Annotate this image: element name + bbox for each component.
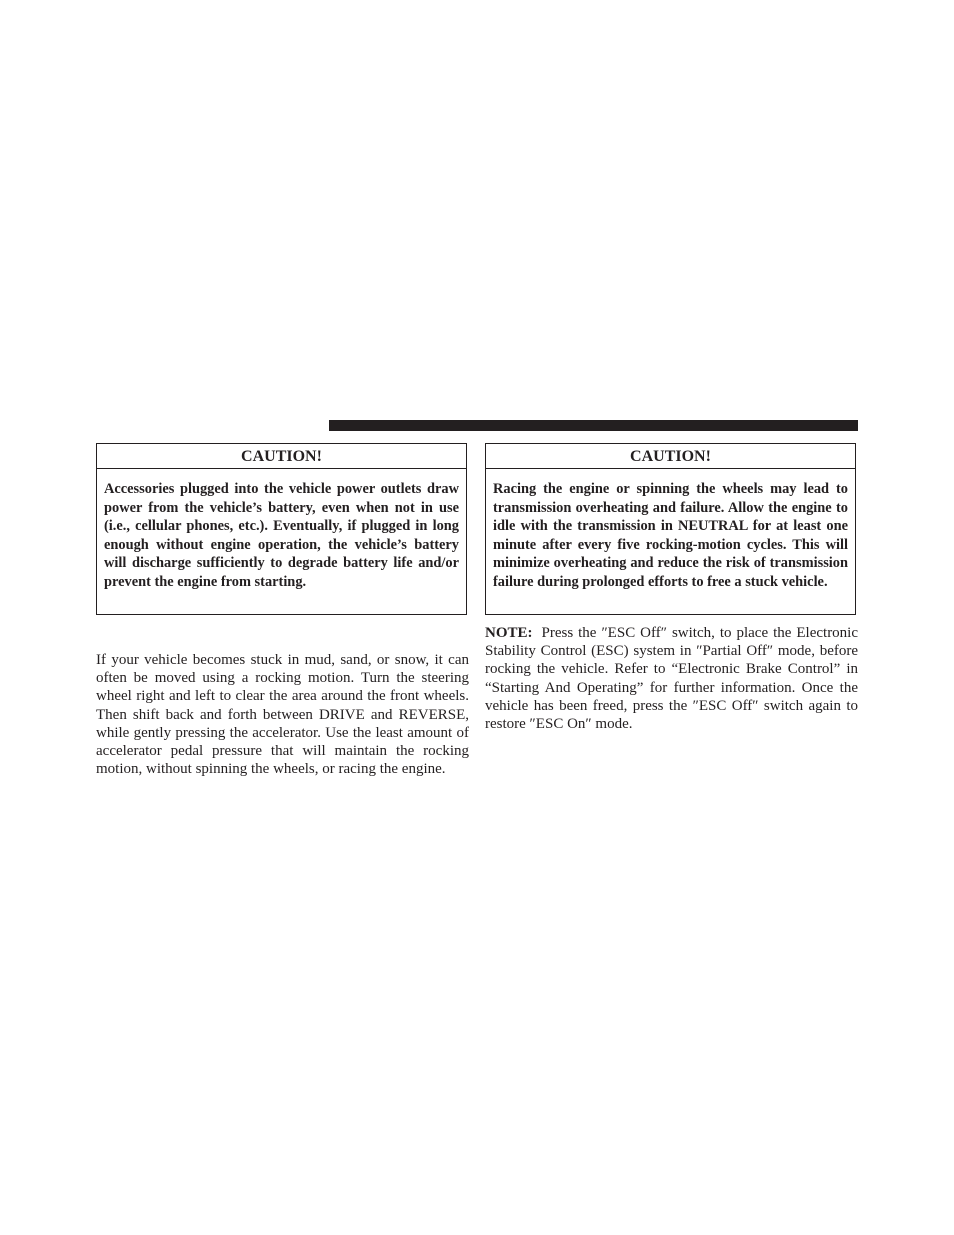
caution-box-power-outlets — [96, 443, 467, 615]
note-label: NOTE: — [485, 625, 533, 641]
caution-box-transmission — [485, 443, 856, 615]
caution-text: Racing the engine or spinning the wheels may lead to transmission overheating and failure. Allow the engine to idle with the transmission in NEUTRAL for at least one minute after every five rocking-motion cycles. This will minimize overheating and reduce the risk of transmission failure during prolonged efforts to free a stuck vehicle. — [493, 481, 848, 590]
rocking-instructions-paragraph: If your vehicle becomes stuck in mud, sand, or snow, it can often be moved using a rocking motion. Turn the steering wheel right and left to clear the area around the front wheels. Then shift back and forth between DRIVE and REVERSE, while gently pressing the accelerator. Use the least amount of accelerator pedal pressure that will maintain the rocking motion, without spinning the wheels, or racing the engine. — [96, 652, 469, 778]
note-paragraph — [485, 624, 858, 733]
section-header-bar — [329, 420, 858, 431]
caution-title: CAUTION! — [486, 444, 855, 469]
caution-text: Accessories plugged into the vehicle power outlets draw power from the vehicle’s battery, even when not in use (i.e., cellular phones, etc.). Eventually, if plugged in long enough without engine operation, the vehicle’s battery will discharge sufficiently to degrade battery life and/or prevent the engine from starting. — [104, 481, 459, 590]
note-text: Press the ″ESC Off″ switch, to place the Electronic Stability Control (ESC) system in ″Partial Off″ mode, before rocking the vehicle. Refer to “Electronic Brake Control” in “Starting And Operating” for further information. Once the vehicle has been freed, press the ″ESC Off″ switch again to restore ″ESC On″ mode. — [485, 625, 859, 733]
caution-title: CAUTION! — [97, 444, 466, 469]
